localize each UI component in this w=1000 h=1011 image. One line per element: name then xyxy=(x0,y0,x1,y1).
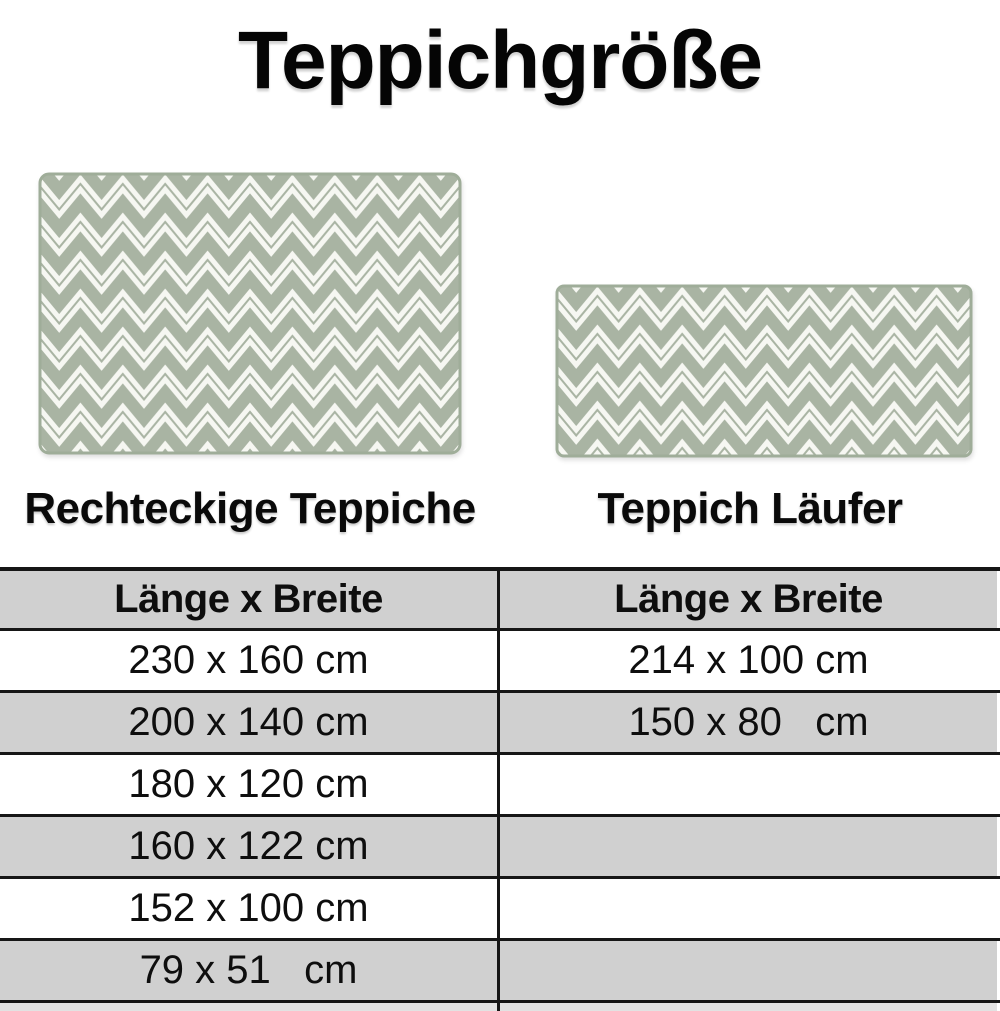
column-header-runner: Länge x Breite xyxy=(500,571,997,628)
page-title: Teppichgröße xyxy=(237,15,763,106)
rectangular-rugs-label: Rechteckige Teppiche xyxy=(24,484,476,533)
rectangular-rug-image xyxy=(38,172,462,455)
size-cell-runner-1: 214 x 100 cm xyxy=(500,631,997,690)
table-row xyxy=(0,693,1000,755)
table-bottom-strip xyxy=(0,1003,1000,1011)
runner-rug-image xyxy=(555,284,973,458)
table-header-row xyxy=(0,571,1000,631)
size-cell-runner-6 xyxy=(500,941,997,1000)
table-bottom-strip-left xyxy=(0,1003,500,1011)
chevron-rug-graphic xyxy=(38,172,462,455)
table-row xyxy=(0,879,1000,941)
table-row xyxy=(0,941,1000,1003)
size-cell-rect-4: 160 x 122 cm xyxy=(0,817,500,876)
size-cell-rect-6: 79 x 51 cm xyxy=(0,941,500,1000)
size-cell-runner-4 xyxy=(500,817,997,876)
chevron-runner-graphic xyxy=(555,284,973,458)
table-row xyxy=(0,631,1000,693)
table-bottom-strip-right xyxy=(500,1003,997,1011)
size-table xyxy=(0,567,1000,1011)
table-row xyxy=(0,817,1000,879)
size-cell-runner-5 xyxy=(500,879,997,938)
column-header-rectangular: Länge x Breite xyxy=(0,571,500,628)
size-cell-rect-2: 200 x 140 cm xyxy=(0,693,500,752)
size-cell-runner-2: 150 x 80 cm xyxy=(500,693,997,752)
runner-rugs-label: Teppich Läufer xyxy=(597,484,903,533)
table-row xyxy=(0,755,1000,817)
size-cell-rect-1: 230 x 160 cm xyxy=(0,631,500,690)
size-cell-rect-3: 180 x 120 cm xyxy=(0,755,500,814)
size-cell-rect-5: 152 x 100 cm xyxy=(0,879,500,938)
size-cell-runner-3 xyxy=(500,755,997,814)
